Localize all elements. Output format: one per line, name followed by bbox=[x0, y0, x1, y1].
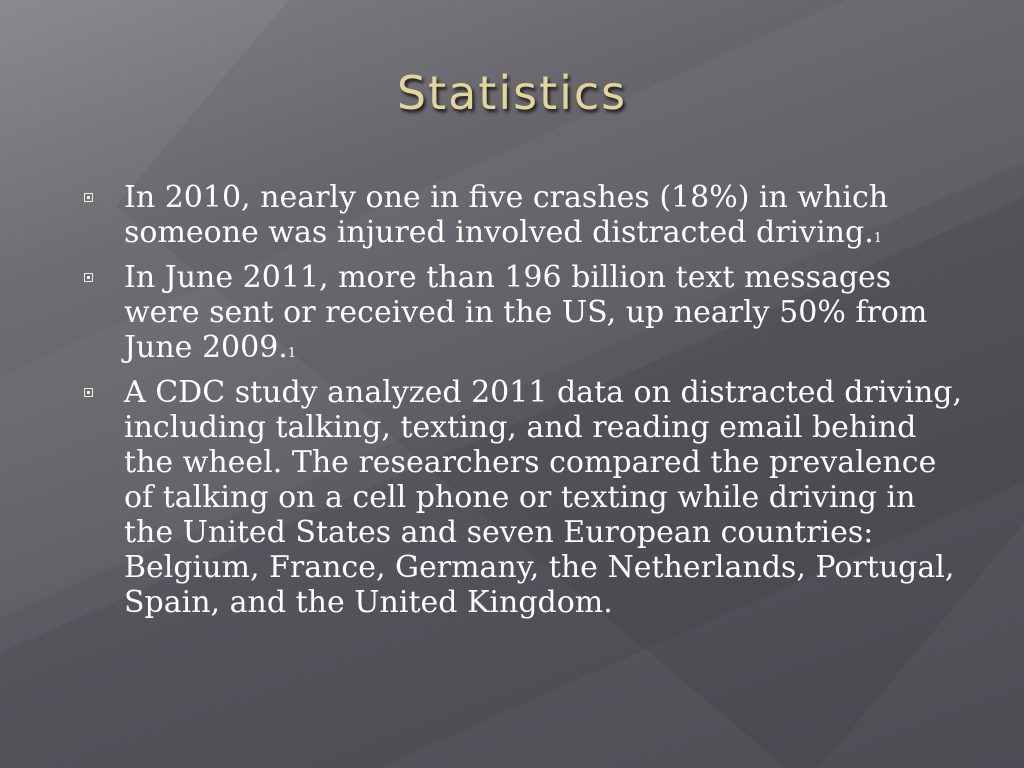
bullet-item bbox=[80, 260, 970, 371]
footnote-ref: 1 bbox=[873, 231, 883, 246]
slide-title: Statistics bbox=[396, 66, 628, 120]
square-bullet-icon bbox=[84, 388, 93, 397]
square-bullet-icon bbox=[84, 193, 93, 202]
bullet-item bbox=[80, 375, 970, 620]
footnote-ref: 1 bbox=[287, 346, 297, 361]
bullet-list bbox=[80, 180, 970, 624]
square-bullet-icon bbox=[84, 273, 93, 282]
bullet-text: In 2010, nearly one in five crashes (18%) in which someone was injured involved distracted driving. bbox=[124, 180, 889, 250]
bullet-text: In June 2011, more than 196 billion text messages were sent or received in the US, up nearly 50% from June 2009. bbox=[124, 260, 928, 365]
bullet-item bbox=[80, 180, 970, 256]
bullet-text: A CDC study analyzed 2011 data on distracted driving, including talking, texting, and reading email behind the wheel. The researchers compared the prevalence of talking on a cell phone or texting while driving in the United States and seven European countries: Belgium, France, Germany, the Netherlands, Portugal, Spain, and the United Kingdom. bbox=[124, 375, 963, 620]
